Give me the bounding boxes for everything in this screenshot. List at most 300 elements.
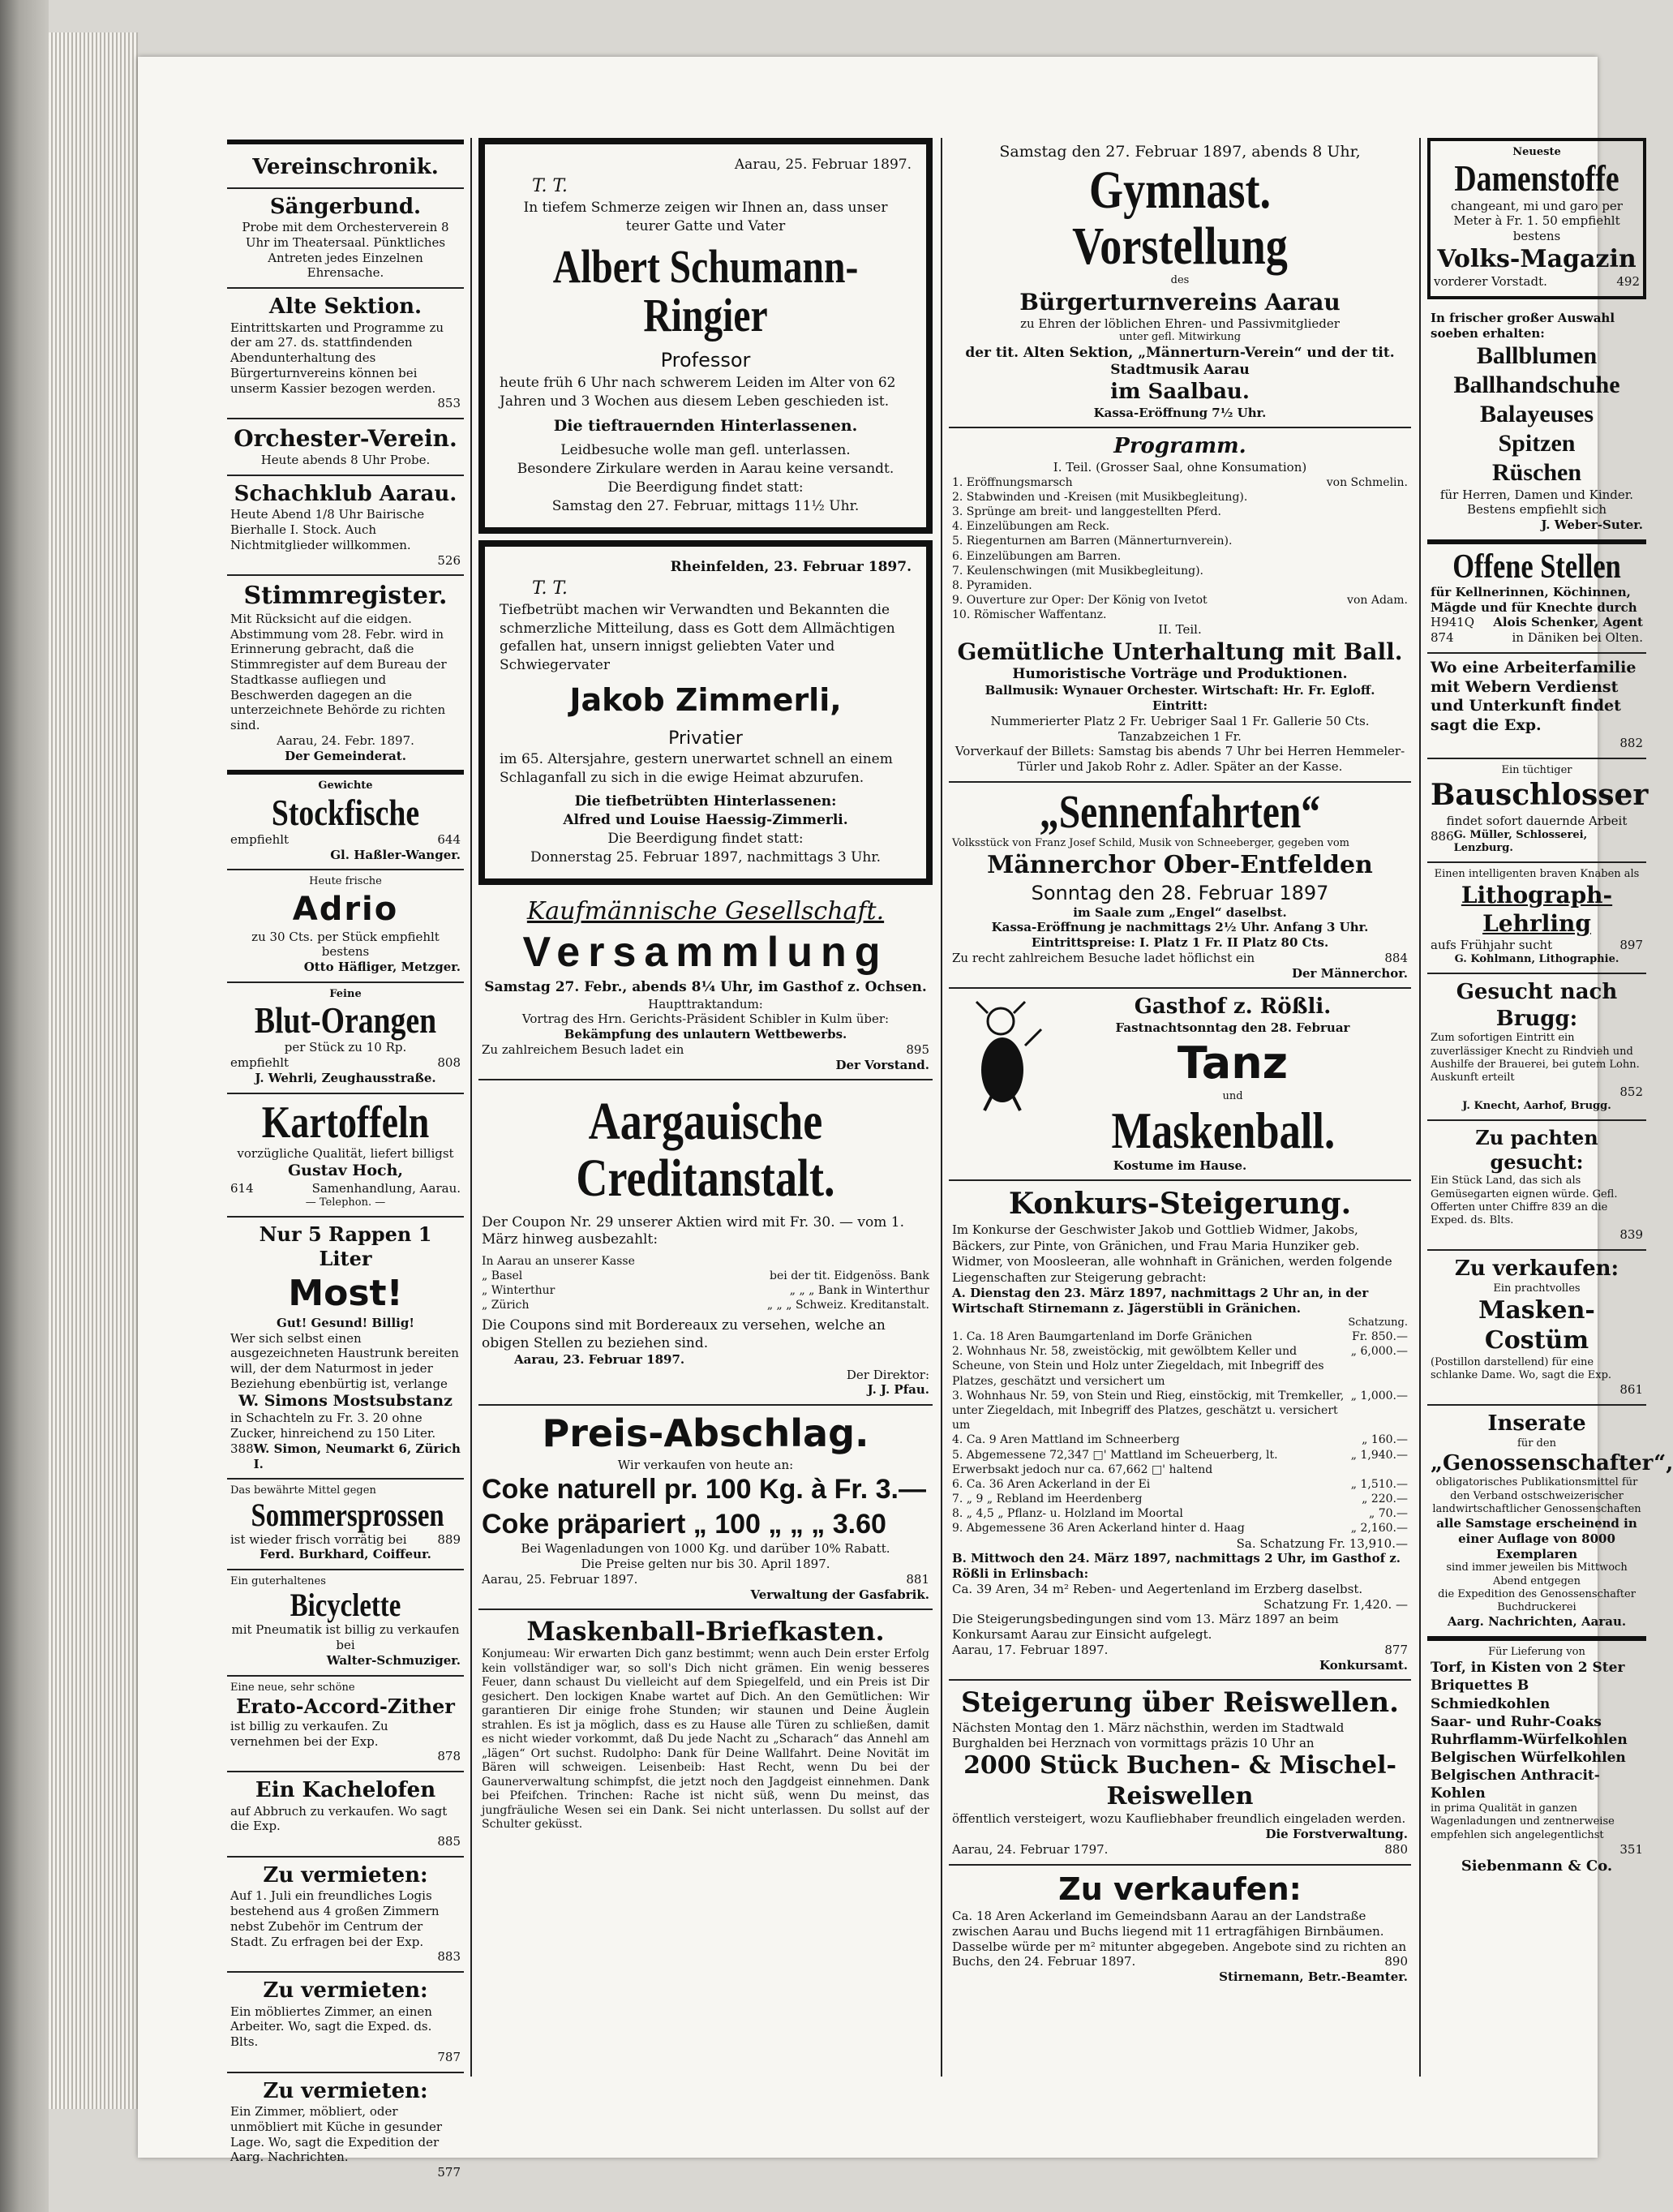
auction-item-value: „ 1,940.— bbox=[1350, 1448, 1408, 1462]
ad-konkurs bbox=[949, 1181, 1411, 1681]
obit-ref: T. T. bbox=[532, 578, 568, 599]
program-text: Tanzabzeichen 1 Fr. bbox=[1118, 728, 1242, 744]
book-spine bbox=[0, 0, 49, 2212]
ad-number: 880 bbox=[1384, 1841, 1408, 1857]
ad-zu-verkaufen bbox=[949, 1866, 1411, 1991]
ad-pretitle: Ein guterhaltenes bbox=[230, 1575, 326, 1588]
ad-number: 852 bbox=[1619, 1085, 1643, 1100]
ad-slogan: Gut! Gesund! Billig! bbox=[277, 1315, 414, 1330]
ad-topic: Bekämpfung des unlautern Wettbewerbs. bbox=[564, 1027, 847, 1042]
ad-text: Auf 1. Juli ein freundliches Logis bestehend aus 4 großen Zimmern nebst Zubehör im Centrum der Stadt. Zu erfragen bei der Exp. bbox=[230, 1888, 440, 1949]
auction-item bbox=[952, 1521, 1408, 1536]
auction-item-label: 1. Ca. 18 Aren Baumgartenland im Dorfe Gränichen bbox=[952, 1330, 1253, 1344]
ad-title: Zu verkaufen: bbox=[1454, 1256, 1619, 1282]
obit-text: Donnerstag 25. Februar 1897, nachmittags 3 Uhr. bbox=[530, 848, 882, 865]
ad-saengerbund bbox=[227, 189, 464, 290]
auction-item-value: „ 70.— bbox=[1369, 1507, 1408, 1521]
ad-text: Im Konkurse der Geschwister Jakob und Gottlieb Widmer, Jakobs, Bäckers, zur Pinte, von Gränichen, und Frau Maria Hunziker geb. Widmer, von Moosleeran, alle wohnhaft in Gränichen, werden folgende Liegenschaften zur Steigerung gebracht: bbox=[952, 1222, 1392, 1285]
program-item-label: 3. Sprünge am breit- und langgestellten Pferd. bbox=[952, 505, 1221, 518]
ad-signature: J. Wehrli, Zeughausstraße. bbox=[255, 1070, 436, 1085]
auction-item-label: 7. „ 9 „ Rebland im Heerdenberg bbox=[952, 1493, 1143, 1506]
program-item-label: 4. Einzelübungen am Reck. bbox=[952, 520, 1110, 534]
rule bbox=[227, 140, 464, 144]
ad-text: Kassa-Eröffnung 7½ Uhr. bbox=[1093, 405, 1267, 420]
obit-family: Die tieftrauernden Hinterlassenen. bbox=[553, 416, 858, 435]
obit-name: Albert Schumann-Ringier bbox=[552, 239, 859, 342]
bank-row-value: „ „ „ Schweiz. Kreditanstalt. bbox=[766, 1299, 929, 1312]
auction-item bbox=[952, 1448, 1408, 1477]
auction-item-label: 3. Wohnhaus Nr. 59, von Stein und Rieg, einstöckig, mit Tremkeller, unter Ziegeldach, mit Inbegriff des Platzes, geschätzt u. versichert um bbox=[952, 1389, 1345, 1432]
ad-number: 885 bbox=[437, 1834, 461, 1849]
coal-item: Saar- und Ruhr-Coaks bbox=[1431, 1713, 1602, 1730]
ad-most bbox=[227, 1218, 464, 1480]
ad-brugg bbox=[1427, 974, 1646, 1121]
program-item-label: 5. Riegenturnen am Barren (Männerturnverein). bbox=[952, 535, 1233, 548]
ad-signature: Der Männerchor. bbox=[1291, 965, 1408, 981]
ad-title: Inserate bbox=[1487, 1411, 1586, 1437]
ad-signature: J. Knecht, Aarhof, Brugg. bbox=[1462, 1100, 1611, 1113]
ball-list bbox=[1431, 341, 1643, 487]
auction-item-value: „ 2,160.— bbox=[1350, 1522, 1408, 1536]
auction-item bbox=[952, 1506, 1408, 1521]
program-part: II. Teil. bbox=[1158, 622, 1202, 638]
ad-text: aufs Frühjahr sucht bbox=[1431, 938, 1553, 953]
program-item-label: 9. Ouverture zur Oper: Der König von Ivetot bbox=[952, 594, 1208, 608]
ad-costuem bbox=[1427, 1251, 1646, 1406]
ad-number: 881 bbox=[906, 1571, 929, 1587]
program-text: Vorverkauf der Billets: Samstag bis abends 7 Uhr bei Herren Hemmeler-Türler und Jakob Rohr z. Adler. Später an der Kasse. bbox=[954, 744, 1405, 775]
ad-club: Bürgerturnvereins Aarau bbox=[1019, 288, 1341, 316]
ad-title: Alte Sektion. bbox=[268, 294, 423, 319]
ad-text: ist billig zu verkaufen. Zu vernehmen bei der Exp. bbox=[230, 1718, 388, 1749]
ad-text: für Kellnerinnen, Köchinnen, Mägde und für Knechte durch bbox=[1431, 584, 1637, 615]
ad-signature: Verwaltung der Gasfabrik. bbox=[750, 1587, 929, 1602]
ad-text: Die Steigerungsbedingungen sind vom 13. März 1897 an beim Konkursamt Aarau zur Einsicht aufgelegt. bbox=[952, 1612, 1339, 1643]
auction-total: Sa. Schatzung Fr. 13,910.— bbox=[1236, 1536, 1408, 1551]
ad-pretitle: Nur 5 Rappen 1 Liter bbox=[259, 1222, 432, 1270]
coal-item: Briquettes B bbox=[1431, 1677, 1529, 1694]
ad-text: in Schachteln zu Fr. 3. 20 ohne Zucker, hinreichend zu 150 Liter. bbox=[230, 1411, 436, 1441]
program-item bbox=[952, 519, 1408, 534]
ad-title: Erato-Accord-Zither bbox=[236, 1694, 455, 1718]
ad-pretitle: Einen intelligenten braven Knaben als bbox=[1434, 868, 1640, 881]
ad-title: Ein Kachelofen bbox=[255, 1778, 436, 1803]
ad-gymnast bbox=[949, 138, 1411, 428]
bank-row-label: „ Zürich bbox=[482, 1299, 530, 1312]
ad-text: vorderer Vorstadt. bbox=[1434, 274, 1547, 290]
ad-number: 614 bbox=[230, 1180, 254, 1196]
ad-text: vorzügliche Qualität, liefert billigst bbox=[237, 1146, 454, 1162]
ad-orchester bbox=[227, 419, 464, 476]
ad-signature: Gl. Haßler-Wanger. bbox=[330, 847, 461, 862]
ad-kaufmaennische bbox=[478, 891, 933, 1081]
ad-title: Kartoffeln bbox=[261, 1097, 430, 1148]
ad-tanz-maskenball bbox=[949, 989, 1411, 1181]
program-item-label: 2. Stabwinden und -Kreisen (mit Musikbegleitung). bbox=[952, 490, 1248, 504]
program-text: Humoristische Vorträge und Produktionen. bbox=[1012, 666, 1348, 683]
ad-number: 877 bbox=[1384, 1642, 1408, 1657]
auction-item-value: Fr. 850.— bbox=[1352, 1330, 1408, 1344]
bank-row bbox=[482, 1283, 929, 1298]
ad-text: Volksstück von Franz Josef Schild, Musik von Schneeberger, gegeben vom bbox=[952, 836, 1349, 849]
obit-text: Besondere Zirkulare werden in Aarau keine versandt. bbox=[517, 461, 894, 478]
ball-item: Ballhandschuhe bbox=[1453, 371, 1620, 398]
column-rule bbox=[941, 138, 942, 2077]
obit-text: Leidbesuche wolle man gefl. unterlassen. bbox=[560, 442, 851, 459]
ad-title: Blut-Orangen bbox=[254, 999, 437, 1042]
program-part: I. Teil. (Grosser Saal, ohne Konsumation) bbox=[1053, 459, 1307, 475]
obituary-schumann bbox=[478, 138, 933, 534]
ad-sommersprossen bbox=[227, 1480, 464, 1570]
auction-item-value: „ 220.— bbox=[1362, 1493, 1408, 1506]
page-edges bbox=[49, 32, 138, 2109]
program-item bbox=[952, 490, 1408, 505]
ad-vermieten-3 bbox=[227, 2073, 464, 2187]
ad-pretitle: Für Lieferung von bbox=[1488, 1646, 1585, 1659]
bank-row-label: „ Winterthur bbox=[482, 1283, 556, 1297]
bank-row-value: „ „ „ Bank in Winterthur bbox=[789, 1283, 929, 1297]
ad-number: 890 bbox=[1384, 1954, 1408, 1969]
ad-title: Damenstoffe bbox=[1454, 157, 1619, 200]
ad-text: B. Mittwoch den 24. März 1897, nachmittags 2 Uhr, im Gasthof z. Rößli in Erlinsbach: bbox=[952, 1551, 1401, 1582]
ad-title: Zu verkaufen: bbox=[1058, 1871, 1302, 1907]
ad-text: Kostume im Hause. bbox=[1113, 1158, 1247, 1173]
ad-text: Die Coupons sind mit Bordereaux zu versehen, welche an obigen Stellen zu beziehen sind. bbox=[482, 1317, 886, 1351]
ad-alte-sektion bbox=[227, 289, 464, 419]
ad-text: Zu zahlreichem Besuch ladet ein bbox=[482, 1042, 684, 1057]
ad-text: Schatzung Fr. 1,420. — bbox=[1263, 1596, 1408, 1612]
ad-pretitle: Neueste bbox=[1512, 146, 1561, 158]
ad-pretitle: Ein prachtvolles bbox=[1493, 1282, 1581, 1295]
ad-title: Orchester-Verein. bbox=[234, 425, 457, 452]
ad-text: findet sofort dauernde Arbeit bbox=[1446, 813, 1628, 828]
ad-title: Preis-Abschlag. bbox=[542, 1411, 869, 1456]
ad-text: Schatzung. bbox=[1348, 1316, 1408, 1329]
ad-pretitle: Das bewährte Mittel gegen bbox=[230, 1484, 376, 1497]
ad-signature: Walter-Schmuziger. bbox=[326, 1652, 461, 1668]
ad-number: 895 bbox=[906, 1042, 929, 1057]
auction-item-label: 2. Wohnhaus Nr. 58, zweistöckig, mit gewölbtem Keller und Scheune, von Stein und Holz unter Ziegeldach, mit Inbegriff des Platzes, geschätzt und versichert um bbox=[952, 1345, 1324, 1388]
ad-text: des bbox=[1170, 274, 1190, 287]
ad-sennenfahrten bbox=[949, 783, 1411, 989]
ad-signature: W. Simon, Neumarkt 6, Zürich I. bbox=[253, 1441, 461, 1471]
ad-title: Schachklub Aarau. bbox=[234, 481, 457, 506]
ad-text: für den bbox=[1517, 1437, 1556, 1450]
ad-pretitle: Heute frische bbox=[309, 875, 382, 888]
ad-date: Aarau, 25. Februar 1897. bbox=[482, 1571, 638, 1587]
ad-zither bbox=[227, 1677, 464, 1773]
ad-signature: Alois Schenker, Agent bbox=[1493, 615, 1643, 630]
ad-title: Bicyclette bbox=[290, 1587, 401, 1624]
ad-text: und bbox=[1222, 1090, 1243, 1103]
auction-list bbox=[952, 1329, 1408, 1536]
ad-text: zu Ehren der löblichen Ehren- und Passivmitglieder bbox=[1020, 316, 1340, 331]
ad-text: Konjumeau: Wir erwarten Dich ganz bestimmt; wenn auch Dein erster Erfolg kein vollständiger war, so soll's Dich nicht grämen. Ein wenig besseres Feuer, dann schaust Du vielleicht auf dem Spiegelfeld, und ein Preis ist Dir gesichert. Den lockigen Knabe wartet auf Dich. An den Gemütlichen: Wir garantieren Dir einige frohe Stunden; wir staunen und Deine Äuglein strahlen. Es ist ja möglich, dass es zu Hause alle Türen zu schließen, damit es nicht wieder vorkommt, daß Du jede Nacht zu „Scharach“ das Annehl am „lägen“ Ort suchst. Rudolpho: Dank für Deine Wallfahrt. Deine Novität im Bären will schweigen. Leisenbeib: Hast Recht, wenn Du bei der Gaunerverwaltung schimpfst, die jetzt noch den Jagdgeist einnehmen. Dank bei Pfeifchen. Trinchen: Rache ist nicht süß, wenn Du meinst, das jungfräuliche Wesen sei ein Dank. Sei nicht unterlassen. Du sollst auf der Schulter geküsst. bbox=[482, 1647, 929, 1832]
column-3 bbox=[949, 138, 1411, 2077]
ad-number: 577 bbox=[437, 2165, 461, 2180]
coal-item: Belgischen Würfelkohlen bbox=[1431, 1749, 1626, 1766]
price-row: Coke präpariert „ 100 „ „ „ 3.60 bbox=[482, 1508, 886, 1540]
ad-ballartikel bbox=[1427, 306, 1646, 544]
program-item bbox=[952, 564, 1408, 578]
ad-text: Heute abends 8 Uhr Probe. bbox=[260, 453, 431, 467]
ad-text: A. Dienstag den 23. März 1897, nachmittags 2 Uhr an, in der Wirtschaft Stirnemann z. Jägerstübli in Gränichen. bbox=[952, 1286, 1369, 1316]
ad-text: alle Samstage erscheinend in einer Auflage von 8000 Exemplaren bbox=[1436, 1516, 1637, 1561]
ad-item: Masken-Costüm bbox=[1478, 1295, 1595, 1355]
ad-text: Probe mit dem Orchesterverein 8 Uhr im Theatersaal. Pünktliches Antreten jedes Einzelnen Ehrensache. bbox=[242, 220, 449, 281]
ad-text: Der Coupon Nr. 29 unserer Aktien wird mit Fr. 30. — vom 1. März hinweg ausbezahlt: bbox=[482, 1214, 904, 1248]
ad-title: „Sennenfahrten“ bbox=[1039, 784, 1321, 838]
ad-genossenschafter bbox=[1427, 1406, 1673, 1641]
ad-text: im Saale zum „Engel“ daselbst. bbox=[1073, 904, 1287, 920]
ad-number: 883 bbox=[437, 1949, 461, 1965]
ad-text: Eintrittspreise: I. Platz 1 Fr. II Platz 80 Cts. bbox=[1031, 935, 1329, 951]
column-rule bbox=[470, 138, 472, 2077]
ad-schachklub bbox=[227, 476, 464, 577]
program-list bbox=[952, 475, 1408, 623]
ad-preis-abschlag bbox=[478, 1406, 933, 1610]
auction-item-label: 8. „ 4,5 „ Pflanz- u. Holzland im Moortal bbox=[952, 1507, 1183, 1521]
auction-item bbox=[952, 1432, 1408, 1447]
ad-text: empfiehlt bbox=[230, 1055, 290, 1071]
program-item-label: 1. Eröffnungsmarsch bbox=[952, 475, 1073, 489]
obit-date: Aarau, 25. Februar 1897. bbox=[734, 157, 912, 173]
obit-family: Alfred und Louise Haessig-Zimmerli. bbox=[563, 812, 848, 829]
ad-offene-stellen bbox=[1427, 544, 1646, 654]
ad-text: unter gefl. Mitwirkung bbox=[1118, 331, 1242, 344]
obit-ref: T. T. bbox=[532, 175, 568, 196]
ad-blut-orangen bbox=[227, 983, 464, 1094]
ad-text: sind immer jeweilen bis Mittwoch Abend entgegen bbox=[1446, 1561, 1628, 1587]
obit-text: heute früh 6 Uhr nach schwerem Leiden im Alter von 62 Jahren und 3 Wochen aus diesem Leben geschieden ist. bbox=[500, 374, 896, 410]
ad-text: (Postillon darstellend) für eine schlanke Dame. Wo, sagt die Exp. bbox=[1431, 1355, 1612, 1382]
ad-title: Stockfische bbox=[271, 791, 420, 833]
ad-big: 2000 Stück Buchen- & Mischel-Reiswellen bbox=[963, 1751, 1396, 1810]
ad-number: 526 bbox=[437, 552, 461, 568]
program-text: Ballmusik: Wynauer Orchester. Wirtschaft: Hr. Fr. Egloff. bbox=[984, 683, 1375, 698]
bank-row-label: In Aarau an unserer Kasse bbox=[482, 1254, 635, 1268]
ad-text: in prima Qualität in ganzen Wagenladungen und zentnerweise empfehlen sich angelegentlichst bbox=[1431, 1802, 1615, 1841]
program-item-value: von Schmelin. bbox=[1326, 475, 1408, 489]
ad-title: Sängerbund. bbox=[269, 194, 422, 219]
coal-list bbox=[1431, 1659, 1643, 1802]
ad-text: Buchdruckerei bbox=[1497, 1601, 1576, 1614]
ad-text: ist wieder frisch vorrätig bei bbox=[230, 1531, 407, 1547]
ad-code: H941Q bbox=[1431, 615, 1475, 630]
ad-title: Sommersprossen bbox=[251, 1496, 444, 1533]
ad-title: Maskenball-Briefkasten. bbox=[526, 1616, 885, 1647]
program-item-label: 7. Keulenschwingen (mit Musikbegleitung). bbox=[952, 564, 1203, 578]
ad-title: Konkurs-Steigerung. bbox=[1008, 1187, 1352, 1222]
ad-text: — Telephon. — bbox=[305, 1196, 386, 1209]
ad-ball: Maskenball. bbox=[1111, 1102, 1336, 1160]
ad-title: Zu vermieten: bbox=[263, 2078, 428, 2103]
ad-number: 889 bbox=[437, 1531, 461, 1547]
ad-title: Zu pachten gesucht: bbox=[1475, 1126, 1598, 1175]
ad-text: Heute Abend 1/8 Uhr Bairische Bierhalle I. Stock. Auch Nichtmitglieder willkommen. bbox=[230, 507, 425, 552]
section-title: Vereinschronik. bbox=[252, 155, 439, 179]
auction-item-value: „ 160.— bbox=[1362, 1433, 1408, 1447]
ad-number: 644 bbox=[437, 831, 461, 847]
ad-title: Tanz bbox=[1177, 1037, 1289, 1089]
ad-sub: Haupttraktandum: bbox=[648, 996, 763, 1012]
obit-text: Die Beerdigung findet statt: bbox=[607, 479, 804, 496]
ball-item: Spitzen bbox=[1498, 429, 1576, 457]
ad-date: Aarau, 17. Februar 1897. bbox=[952, 1642, 1109, 1657]
ad-kachelofen bbox=[227, 1772, 464, 1858]
program-item-label: 8. Pyramiden. bbox=[952, 578, 1032, 592]
ad-when: Samstag 27. Febr., abends 8¼ Uhr, im Gasthof z. Ochsen. bbox=[484, 979, 927, 996]
ad-vermieten-1 bbox=[227, 1858, 464, 1973]
auction-item-label: 6. Ca. 36 Aren Ackerland in der Ei bbox=[952, 1477, 1151, 1491]
ad-signature: Der Vorstand. bbox=[835, 1057, 929, 1072]
obit-family-heading: Die tiefbetrübten Hinterlassenen: bbox=[574, 793, 837, 810]
ad-text: Kassa-Eröffnung je nachmittags 2½ Uhr. Anfang 3 Uhr. bbox=[991, 920, 1369, 935]
ad-lithograph bbox=[1427, 863, 1646, 974]
ad-inn: Gasthof z. Rößli. bbox=[1134, 994, 1332, 1020]
ad-number: 388 bbox=[230, 1441, 254, 1456]
coal-item: Torf, in Kisten von 2 Ster bbox=[1431, 1660, 1625, 1677]
ad-number: 882 bbox=[1619, 735, 1643, 750]
bank-row-value: bei der tit. Eidgenöss. Bank bbox=[770, 1269, 929, 1282]
auction-item bbox=[952, 1389, 1408, 1433]
ad-number: 897 bbox=[1619, 938, 1643, 953]
ad-when: Samstag den 27. Februar 1897, abends 8 Uhr, bbox=[999, 143, 1361, 161]
ad-number: 878 bbox=[437, 1749, 461, 1764]
ad-text: Ca. 39 Aren, 34 m² Reben- und Aegertenland im Erzberg daselbst. bbox=[952, 1581, 1363, 1596]
ad-text: Bestens empfiehlt sich bbox=[1466, 502, 1607, 518]
ad-signature: J. Weber-Suter. bbox=[1541, 518, 1643, 533]
ad-text: mit Pneumatik ist billig zu verkaufen bei bbox=[231, 1622, 460, 1653]
ad-product: W. Simons Mostsubstanz bbox=[238, 1391, 453, 1410]
ad-text: Samenhandlung, Aarau. bbox=[311, 1180, 461, 1196]
obit-date: Rheinfelden, 23. Februar 1897. bbox=[670, 558, 912, 575]
auction-item-label: 4. Ca. 9 Aren Mattland im Schneerberg bbox=[952, 1433, 1180, 1447]
ad-text: Wo eine Arbeiterfamilie mit Webern Verdienst und Unterkunft findet sagt die Exp. bbox=[1431, 658, 1637, 735]
ad-number: 839 bbox=[1619, 1227, 1643, 1243]
obit-intro: Tiefbetrübt machen wir Verwandten und Bekannten die schmerzliche Mitteilung, dass es Gott dem Allmächtigen gefallen hat, unsern innigst geliebten Vater und Schwiegervater bbox=[500, 601, 895, 674]
obit-text: Die Beerdigung findet statt: bbox=[607, 831, 804, 848]
ad-date: Aarau, 23. Februar 1897. bbox=[514, 1351, 685, 1367]
program-text: Nummerierter Platz 2 Fr. Uebriger Saal 1 Fr. Gallerie 50 Cts. bbox=[990, 713, 1370, 728]
bank-row-label: „ Basel bbox=[482, 1269, 523, 1282]
coal-item: Belgischen Anthracit-Kohlen bbox=[1431, 1767, 1600, 1802]
ad-number: 492 bbox=[1616, 274, 1640, 290]
ad-number: 853 bbox=[437, 396, 461, 411]
ad-signature: Die Forstverwaltung. bbox=[1265, 1827, 1408, 1842]
ad-pachten bbox=[1427, 1121, 1646, 1251]
ad-signature: Konkursamt. bbox=[1319, 1657, 1408, 1673]
obit-text: Samstag den 27. Februar, mittags 11½ Uhr. bbox=[551, 498, 860, 514]
ad-text: Ein Stück Land, das sich als Gemüsegarten eignen würde. Gefl. Offerten unter Chiffre 839 an die Exped. ds. Blts. bbox=[1431, 1175, 1618, 1227]
ad-signature: Der Gemeinderat. bbox=[285, 748, 406, 763]
ad-signature: Otto Häfliger, Metzger. bbox=[303, 960, 461, 975]
ad-signature: Ferd. Burkhard, Coiffeur. bbox=[260, 1547, 431, 1562]
auction-item bbox=[952, 1344, 1408, 1389]
ad-text: Ein möbliertes Zimmer, an einen Arbeiter. Wo, sagt die Exped. ds. Blts. bbox=[230, 2004, 432, 2050]
obit-name: Jakob Zimmerli, bbox=[569, 682, 842, 719]
ad-text: der tit. Alten Sektion, „Männerturn-Verein“ und der tit. Stadtmusik Aarau bbox=[965, 344, 1395, 378]
coal-item: Ruhrflamm-Würfelkohlen bbox=[1431, 1731, 1628, 1748]
program-item bbox=[952, 534, 1408, 548]
ad-text: für Herren, Damen und Kinder. bbox=[1439, 487, 1634, 502]
ad-text: In frischer großer Auswahl soeben erhalten: bbox=[1431, 311, 1615, 341]
ad-text: Ein Zimmer, möbliert, oder unmöbliert mit Küche in gesunder Lage. Wo, sagt die Expedition der Aarg. Nachrichten. bbox=[230, 2104, 443, 2165]
ad-title: Zu vermieten: bbox=[263, 1862, 428, 1888]
ad-date: Aarau, 24. Februar 1797. bbox=[952, 1841, 1109, 1857]
auction-item-value: „ 1,000.— bbox=[1350, 1389, 1408, 1402]
ad-title: Steigerung über Reiswellen. bbox=[961, 1686, 1399, 1720]
ad-title: Zu vermieten: bbox=[263, 1978, 428, 2004]
ad-arbeiterfamilie bbox=[1427, 654, 1646, 759]
price-row: Coke naturell pr. 100 Kg. à Fr. 3.— bbox=[482, 1474, 926, 1505]
ad-text: Die Preise gelten nur bis 30. April 1897. bbox=[581, 1557, 830, 1572]
ad-text: Eintrittskarten und Programme zu der am 27. ds. stattfindenden Abendunterhaltung des Bürgerturnvereins können bei unserm Kassier bezogen werden. bbox=[230, 320, 444, 396]
program-item bbox=[952, 475, 1408, 490]
ad-text: obligatorisches Publikationsmittel für den Verband ostschweizerischer landwirtschaftlicher Genossenschaften bbox=[1432, 1476, 1641, 1515]
ad-text: auf Abbruch zu verkaufen. Wo sagt die Exp. bbox=[230, 1803, 448, 1834]
ad-pretitle: Ein tüchtiger bbox=[1501, 763, 1572, 776]
ad-choir: Männerchor Ober-Entfelden bbox=[987, 851, 1373, 880]
ball-item: Rüschen bbox=[1491, 458, 1582, 486]
ad-creditanstalt bbox=[478, 1080, 933, 1406]
ad-text: Mit Rücksicht auf die eidgen. Abstimmung vom 28. Febr. wird in Erinnerung gebracht, daß die Stimmregister auf dem Bureau der Stadtkasse aufliegen und Beschwerden dagegen an die unterzeichnete Behörde zu richten sind. bbox=[230, 611, 447, 732]
ad-text: in Däniken bei Olten. bbox=[1512, 630, 1643, 646]
newspaper-page bbox=[138, 57, 1673, 2180]
ad-number: 884 bbox=[1384, 950, 1408, 965]
program-item-label: 10. Römischer Waffentanz. bbox=[952, 608, 1107, 622]
ad-text: öffentlich versteigert, wozu Kaufliebhaber freundlich eingeladen werden. bbox=[952, 1811, 1406, 1827]
ad-pretitle: Eine neue, sehr schöne bbox=[230, 1681, 355, 1694]
ad-title: Stimmregister. bbox=[243, 582, 448, 611]
ad-kartoffeln bbox=[227, 1094, 464, 1218]
ad-pretitle: Feine bbox=[329, 987, 362, 1000]
column-4 bbox=[1427, 138, 1673, 2077]
auction-item-label: 5. Abgemessene 72,347 □' Mattland im Scheuerberg, lt. Erwerbsakt jedoch nur ca. 67,662 □' haltend bbox=[952, 1448, 1278, 1476]
ad-signature: Gustav Hoch, bbox=[287, 1162, 404, 1180]
ad-signature: Siebenmann & Co. bbox=[1461, 1857, 1613, 1875]
bank-list bbox=[482, 1254, 929, 1313]
ad-signature: Aarg. Nachrichten, Aarau. bbox=[1447, 1614, 1627, 1630]
ad-text: Zu recht zahlreichem Besuche ladet höflichst ein bbox=[952, 950, 1255, 965]
obit-intro: In tiefem Schmerze zeigen wir Ihnen an, dass unser teurer Gatte und Vater bbox=[523, 199, 888, 234]
ball-item: Ballblumen bbox=[1476, 341, 1598, 369]
ball-item: Balayeuses bbox=[1479, 400, 1594, 427]
vereinschronik bbox=[227, 149, 464, 189]
ad-text: Wer sich selbst einen ausgezeichneten Haustrunk bereiten will, der dem Naturmost in jeder Beziehung ebenbürtig ist, verlange bbox=[230, 1330, 459, 1391]
column-2 bbox=[478, 138, 933, 2077]
ad-date: Sonntag den 28. Februar 1897 bbox=[1031, 881, 1329, 904]
column-rule bbox=[1419, 138, 1421, 2077]
bank-row bbox=[482, 1269, 929, 1283]
ad-title: Most! bbox=[288, 1272, 403, 1314]
ad-number: 787 bbox=[437, 2049, 461, 2064]
ad-text: Ca. 18 Aren Ackerland im Gemeindsbann Aarau an der Landstraße zwischen Aarau und Buchs liegend mit 11 ertragfähigen Birnbäumen. Dasselbe würde per m² mitunter abgegeben. Angebote sind zu richten an bbox=[952, 1909, 1407, 1954]
obituary-zimmerli bbox=[478, 540, 933, 885]
ad-adrio bbox=[227, 870, 464, 983]
ad-reiswellen bbox=[949, 1681, 1411, 1865]
ad-number: 808 bbox=[437, 1055, 461, 1071]
program-item bbox=[952, 505, 1408, 519]
ad-text: Zum sofortigen Eintritt ein zuverlässiger Knecht zu Rindvieh und Aushilfe der Brauerei, bei gutem Lohn. Auskunft erteilt bbox=[1431, 1032, 1640, 1085]
auction-item bbox=[952, 1477, 1408, 1492]
program-item bbox=[952, 578, 1408, 593]
ad-bicyclette bbox=[227, 1570, 464, 1677]
ad-text: die Expedition des Genossenschafter bbox=[1438, 1587, 1636, 1600]
ad-text: Bei Wagenladungen von 1000 Kg. und darüber 10% Rabatt. bbox=[521, 1541, 890, 1557]
ad-text: zu 30 Cts. per Stück empfiehlt bestens bbox=[251, 929, 440, 960]
program-item bbox=[952, 549, 1408, 564]
